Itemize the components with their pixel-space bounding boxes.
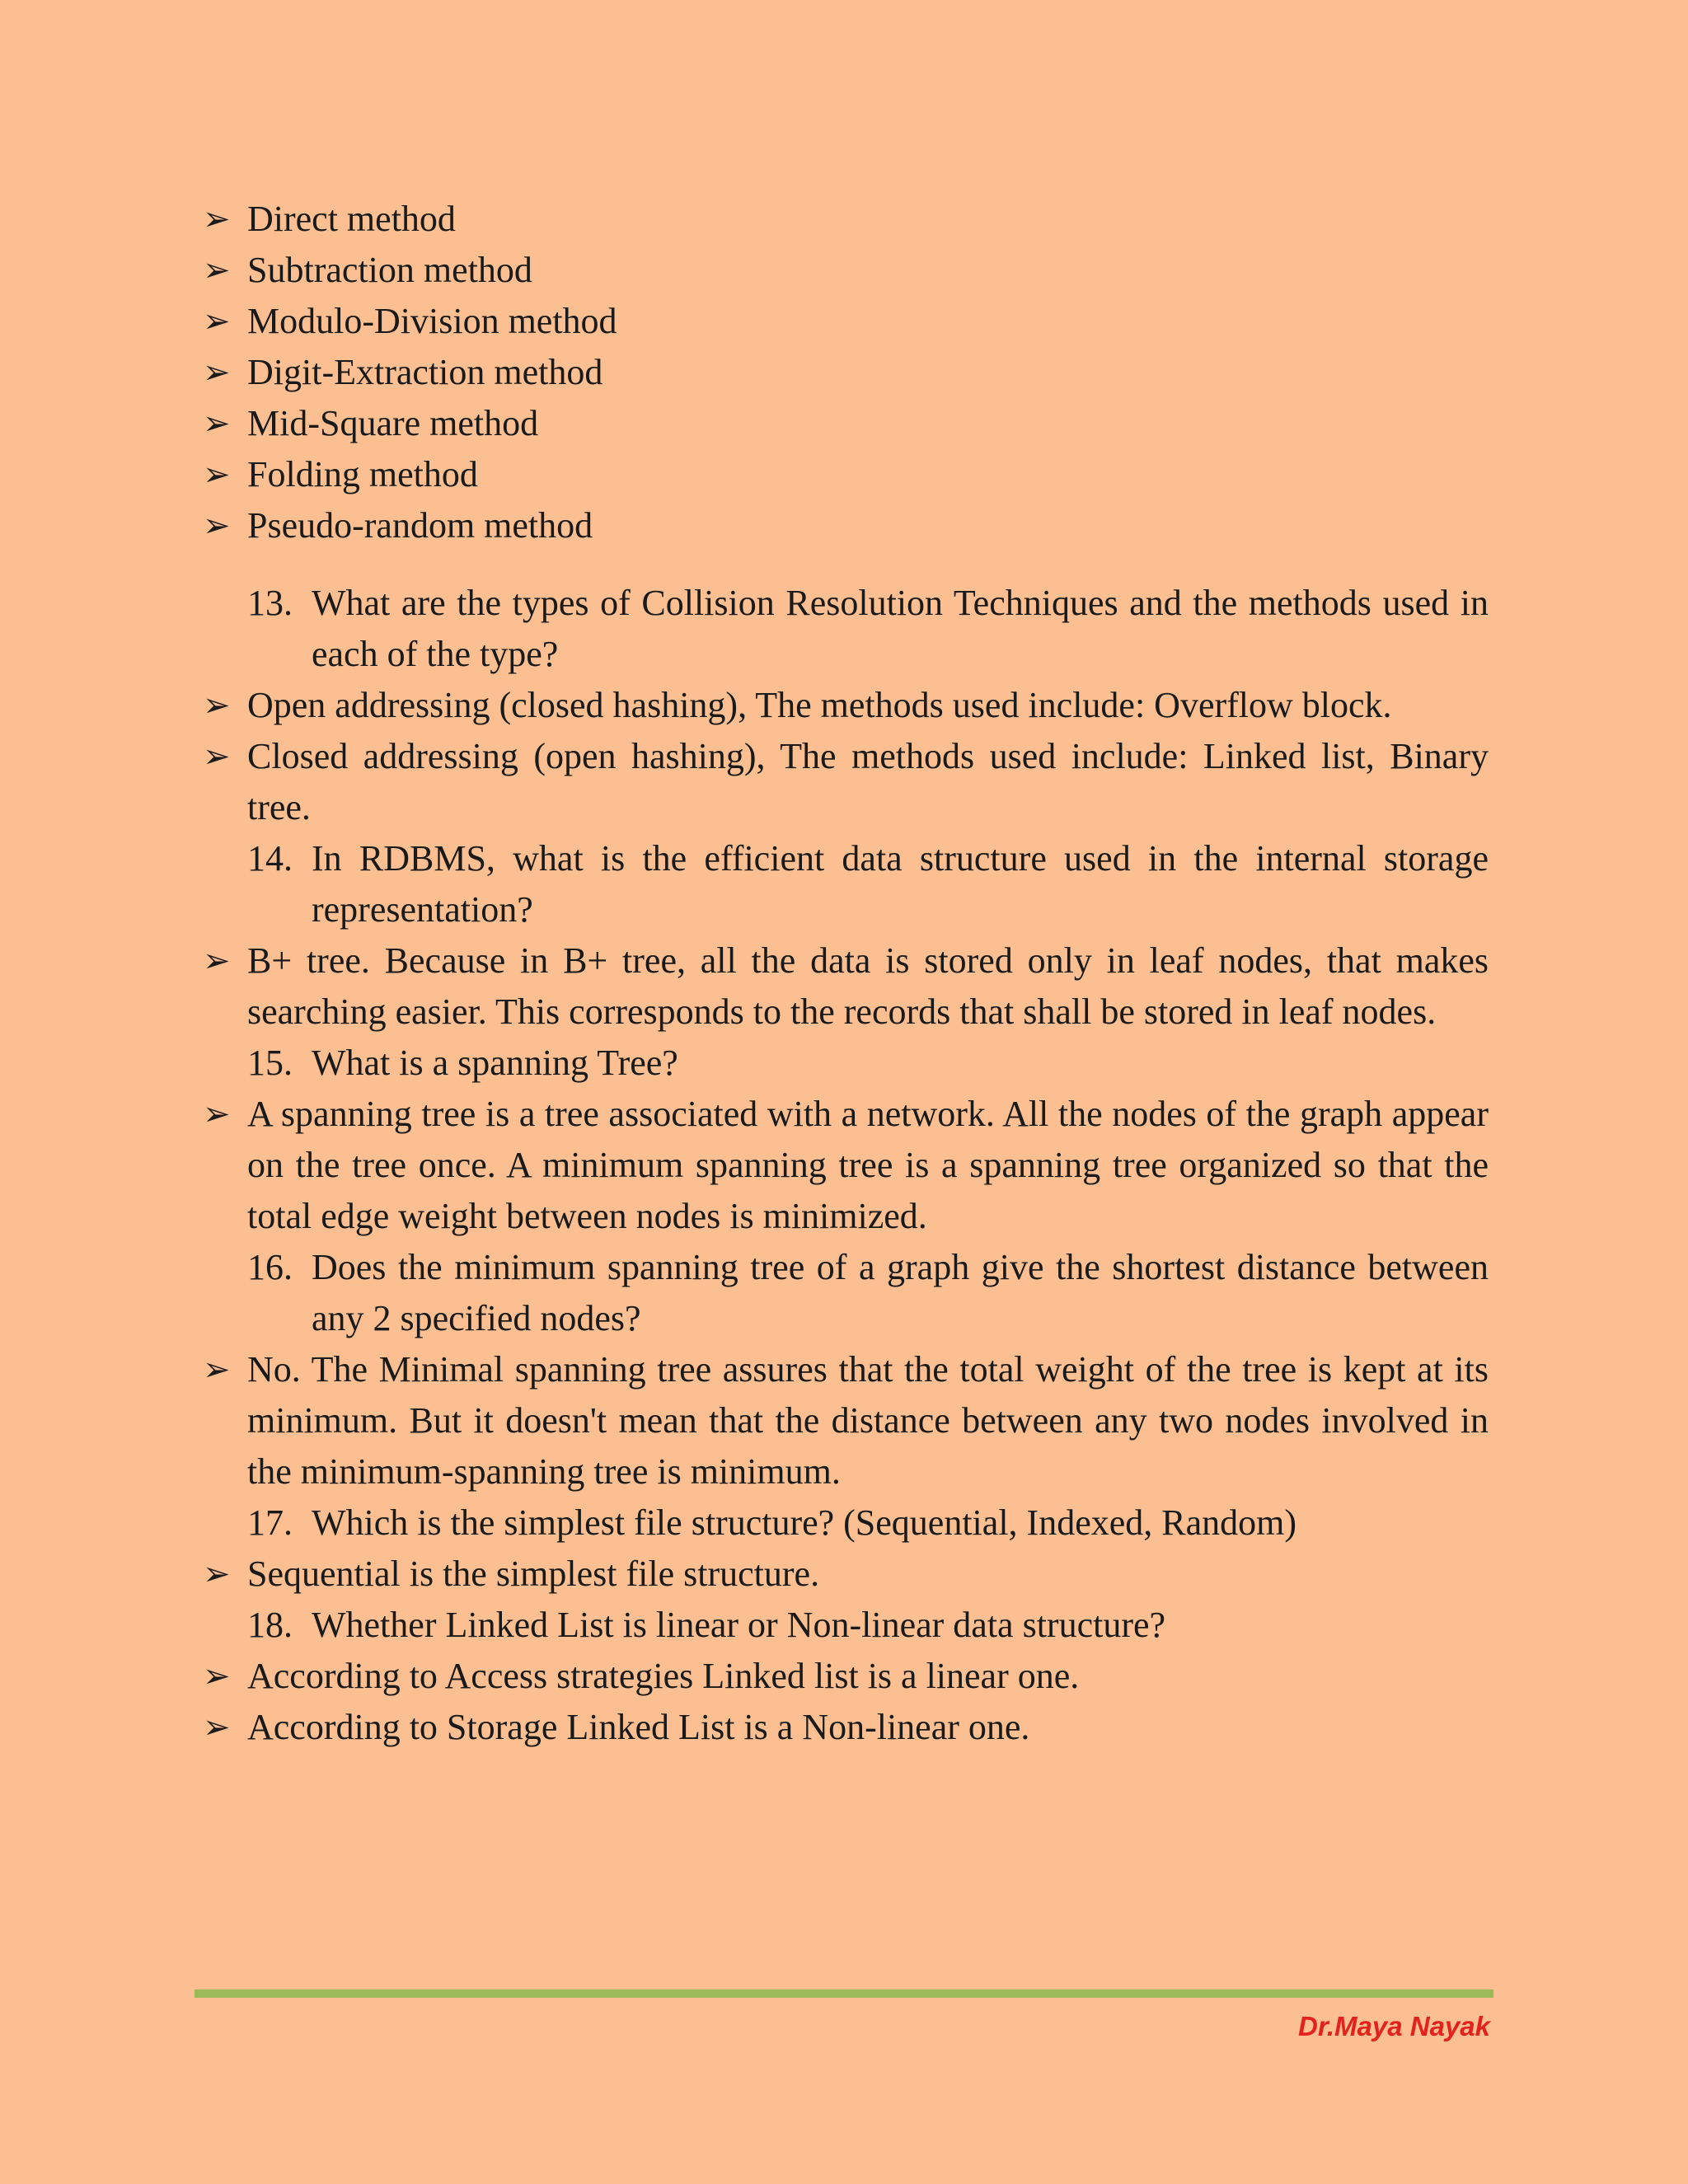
list-item: ➢ Mid-Square method bbox=[247, 398, 1489, 449]
arrow-bullet-icon: ➢ bbox=[203, 354, 231, 391]
answer-list bbox=[203, 1344, 1489, 1497]
list-item: ➢ Open addressing (closed hashing), The methods used include: Overflow block. bbox=[247, 680, 1489, 731]
arrow-bullet-icon: ➢ bbox=[203, 687, 231, 724]
arrow-bullet-icon: ➢ bbox=[203, 738, 231, 776]
question-number: 15. bbox=[247, 1043, 293, 1083]
question-text: 18. Whether Linked List is linear or Non-linear data structure? bbox=[247, 1600, 1489, 1651]
list-item: ➢ Digit-Extraction method bbox=[247, 347, 1489, 398]
list-item: ➢ Direct method bbox=[247, 194, 1489, 245]
list-item: ➢ Subtraction method bbox=[247, 245, 1489, 296]
answer-list bbox=[203, 680, 1489, 833]
list-item: ➢ No. The Minimal spanning tree assures that the total weight of the tree is kept at its minimum. But it doesn't mean that the distance between any two nodes involved in the minimum-spanning tree is minimum. bbox=[247, 1344, 1489, 1497]
question-number: 18. bbox=[247, 1605, 293, 1645]
list-item: ➢ Sequential is the simplest file structure. bbox=[247, 1549, 1489, 1600]
question-number: 14. bbox=[247, 838, 293, 879]
arrow-bullet-icon: ➢ bbox=[203, 1351, 231, 1389]
list-item: ➢ B+ tree. Because in B+ tree, all the data is stored only in leaf nodes, that makes searching easier. This corresponds to the records that shall be stored in leaf nodes. bbox=[247, 935, 1489, 1038]
arrow-bullet-icon: ➢ bbox=[203, 302, 231, 340]
arrow-bullet-icon: ➢ bbox=[203, 251, 231, 289]
arrow-bullet-icon: ➢ bbox=[203, 942, 231, 980]
question-number: 13. bbox=[247, 583, 293, 623]
question-text: 15. What is a spanning Tree? bbox=[247, 1038, 1489, 1089]
list-item: ➢ Closed addressing (open hashing), The methods used include: Linked list, Binary tree. bbox=[247, 731, 1489, 833]
question-13 bbox=[203, 578, 1489, 833]
question-number: 17. bbox=[247, 1502, 293, 1543]
answer-list bbox=[203, 935, 1489, 1038]
arrow-bullet-icon: ➢ bbox=[203, 1708, 231, 1746]
answer-list bbox=[203, 1651, 1489, 1753]
answer-list bbox=[203, 1089, 1489, 1242]
arrow-bullet-icon: ➢ bbox=[203, 405, 231, 443]
list-item: ➢ Folding method bbox=[247, 449, 1489, 500]
list-item: ➢ Modulo-Division method bbox=[247, 296, 1489, 347]
question-17 bbox=[203, 1497, 1489, 1600]
question-number: 16. bbox=[247, 1247, 293, 1287]
arrow-bullet-icon: ➢ bbox=[203, 1555, 231, 1593]
list-item: ➢ According to Storage Linked List is a Non-linear one. bbox=[247, 1702, 1489, 1753]
question-text: 14. In RDBMS, what is the efficient data structure used in the internal storage representation? bbox=[247, 833, 1489, 935]
question-14 bbox=[203, 833, 1489, 1038]
list-item: ➢ A spanning tree is a tree associated with a network. All the nodes of the graph appear on the tree once. A minimum spanning tree is a spanning tree organized so that the total edge weight between nodes is minimized. bbox=[247, 1089, 1489, 1242]
footer-rule bbox=[195, 1990, 1493, 1998]
question-18 bbox=[203, 1600, 1489, 1753]
document-body bbox=[203, 194, 1489, 1753]
arrow-bullet-icon: ➢ bbox=[203, 507, 231, 545]
question-text: 17. Which is the simplest file structure? (Sequential, Indexed, Random) bbox=[247, 1497, 1489, 1549]
question-text: 13. What are the types of Collision Resolution Techniques and the methods used in each of the type? bbox=[247, 578, 1489, 680]
question-text: 16. Does the minimum spanning tree of a graph give the shortest distance between any 2 specified nodes? bbox=[247, 1242, 1489, 1344]
arrow-bullet-icon: ➢ bbox=[203, 1657, 231, 1695]
arrow-bullet-icon: ➢ bbox=[203, 200, 231, 238]
hash-methods-list bbox=[203, 194, 1489, 551]
arrow-bullet-icon: ➢ bbox=[203, 1095, 231, 1133]
question-15 bbox=[203, 1038, 1489, 1242]
footer-author: Dr.Maya Nayak bbox=[1298, 2011, 1490, 2041]
question-16 bbox=[203, 1242, 1489, 1497]
list-item: ➢ According to Access strategies Linked list is a linear one. bbox=[247, 1651, 1489, 1702]
list-item: ➢ Pseudo-random method bbox=[247, 500, 1489, 551]
answer-list bbox=[203, 1549, 1489, 1600]
arrow-bullet-icon: ➢ bbox=[203, 456, 231, 494]
